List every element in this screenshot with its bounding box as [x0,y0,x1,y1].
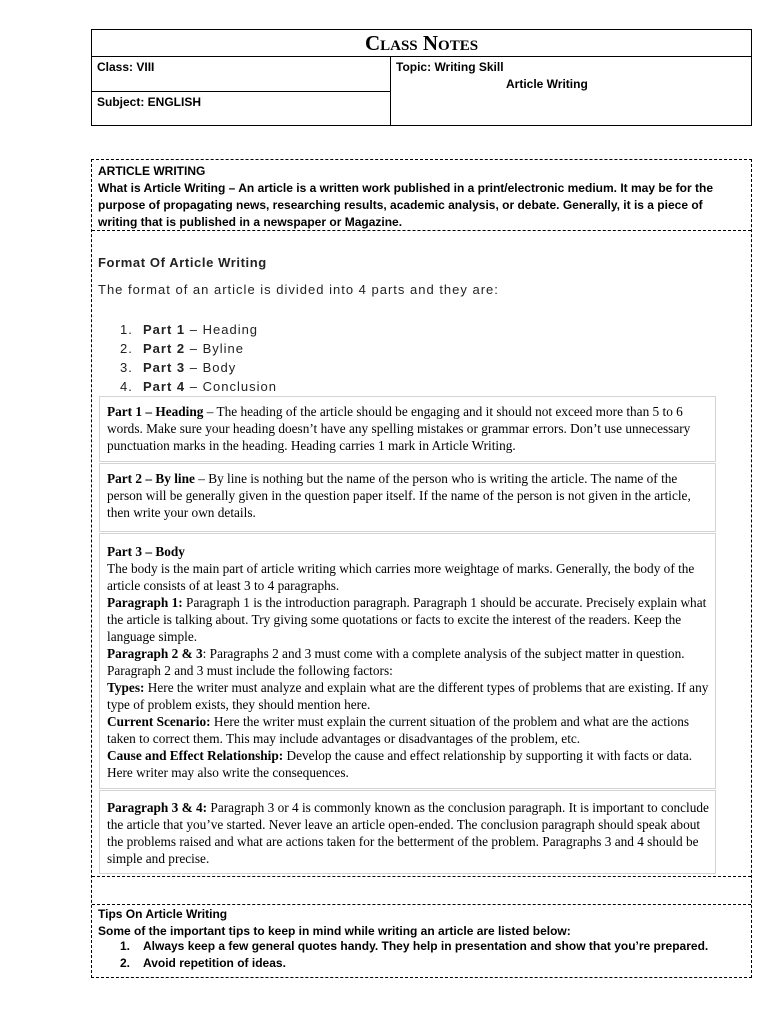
paragraph23-title: Paragraph 2 & 3 [107,646,203,661]
paragraph1-title: Paragraph 1: [107,595,183,610]
part2-text: – By line is nothing but the name of the person who is writing the article. The name of the person will be generally given in the question paper itself. If the name of the person is not given in the article, then write your own details. [107,471,691,520]
format-intro: The format of an article is divided into 4 parts and they are: [98,282,499,297]
paragraph34-box [99,790,716,874]
part3-text: The body is the main part of article writing which carries more weightage of marks. Generally, the body of the article consists of at least 3 to 4 paragraphs. [107,561,695,593]
cause-text: Develop the cause and effect relationship by supporting it with facts or data. Here writer may also write the consequences. [107,748,693,780]
list-item: 2. Avoid repetition of ideas. [120,956,286,970]
subtopic-label: Article Writing [506,77,588,91]
part2-title: Part 2 – By line [107,471,195,486]
part1-title: Part 1 – Heading [107,404,204,419]
paragraph34-text: Paragraph 3 or 4 is commonly known as the conclusion paragraph. It is important to conclude the article that you’ve started. Never leave an article open-ended. The conclusion paragraph should speak about the problems raised and what are actions taken for the betterment of the problem. Paragraphs 3 and 4 should be simple and precise. [107,800,709,866]
types-title: Types: [107,680,145,695]
subject-label: Subject: ENGLISH [97,95,202,109]
tips-section [98,906,745,940]
part2-box [99,463,716,532]
divider [92,904,751,905]
tips-intro: Some of the important tips to keep in mind while writing an article are listed below: [98,924,571,938]
part3-box [99,533,716,789]
part1-box [99,396,716,462]
paragraph34-title: Paragraph 3 & 4: [107,800,208,815]
part3-title: Part 3 – Body [107,544,185,559]
paragraph1-text: Paragraph 1 is the introduction paragraph. Paragraph 1 should be accurate. Precisely explain what the article is talking about. Try giving some quotations or facts to excite the interest of the readers. Keep the language simple. [107,595,707,644]
list-item: 2. Part 2 – Byline [120,341,245,356]
part1-text: – The heading of the article should be engaging and it should not exceed more than 5 to 6 words. Make sure your heading doesn’t have any spelling mistakes or grammar errors. Don’t use unnecessary punctuation marks in the heading. Heading carries 1 mark in Article Writing. [107,404,691,453]
list-item: 1. Part 1 – Heading [120,322,259,337]
divider [92,230,751,231]
cause-title: Cause and Effect Relationship: [107,748,284,763]
format-list [120,320,277,396]
list-item: 1. Always keep a few general quotes handy. They help in presentation and show that you’re prepared. [120,939,709,953]
format-heading: Format Of Article Writing [98,255,267,270]
paragraph23-text: : Paragraphs 2 and 3 must come with a complete analysis of the subject matter in question. Paragraph 2 and 3 must include the following factors: [107,646,685,678]
tips-list [120,938,708,972]
types-text: Here the writer must analyze and explain what are the different types of problems that are existing. If any type of problem exists, they should mention here. [107,680,709,712]
tips-heading: Tips On Article Writing [98,907,228,921]
scenario-text: Here the writer must explain the current situation of the problem and what are the actions taken to correct them. This may include advantages or disadvantages of the problem, etc. [107,714,690,746]
divider [92,876,751,877]
article-definition: What is Article Writing – An article is a written work published in a print/electronic medium. It may be for the purpose of propagating news, researching results, academic analysis, or debate. Generally, it is a piece of writing that is published in a newspaper or Magazine. [98,181,713,229]
header-table [91,29,752,126]
page-title: Class Notes [92,30,751,57]
article-heading: ARTICLE WRITING [98,164,206,178]
topic-label: Topic: Writing Skill [396,60,504,74]
notes-body [91,159,752,978]
class-label: Class: VIII [92,57,390,92]
list-item: 4. Part 4 – Conclusion [120,379,277,394]
list-item: 3. Part 3 – Body [120,360,237,375]
scenario-title: Current Scenario: [107,714,211,729]
article-writing-section [98,163,745,231]
